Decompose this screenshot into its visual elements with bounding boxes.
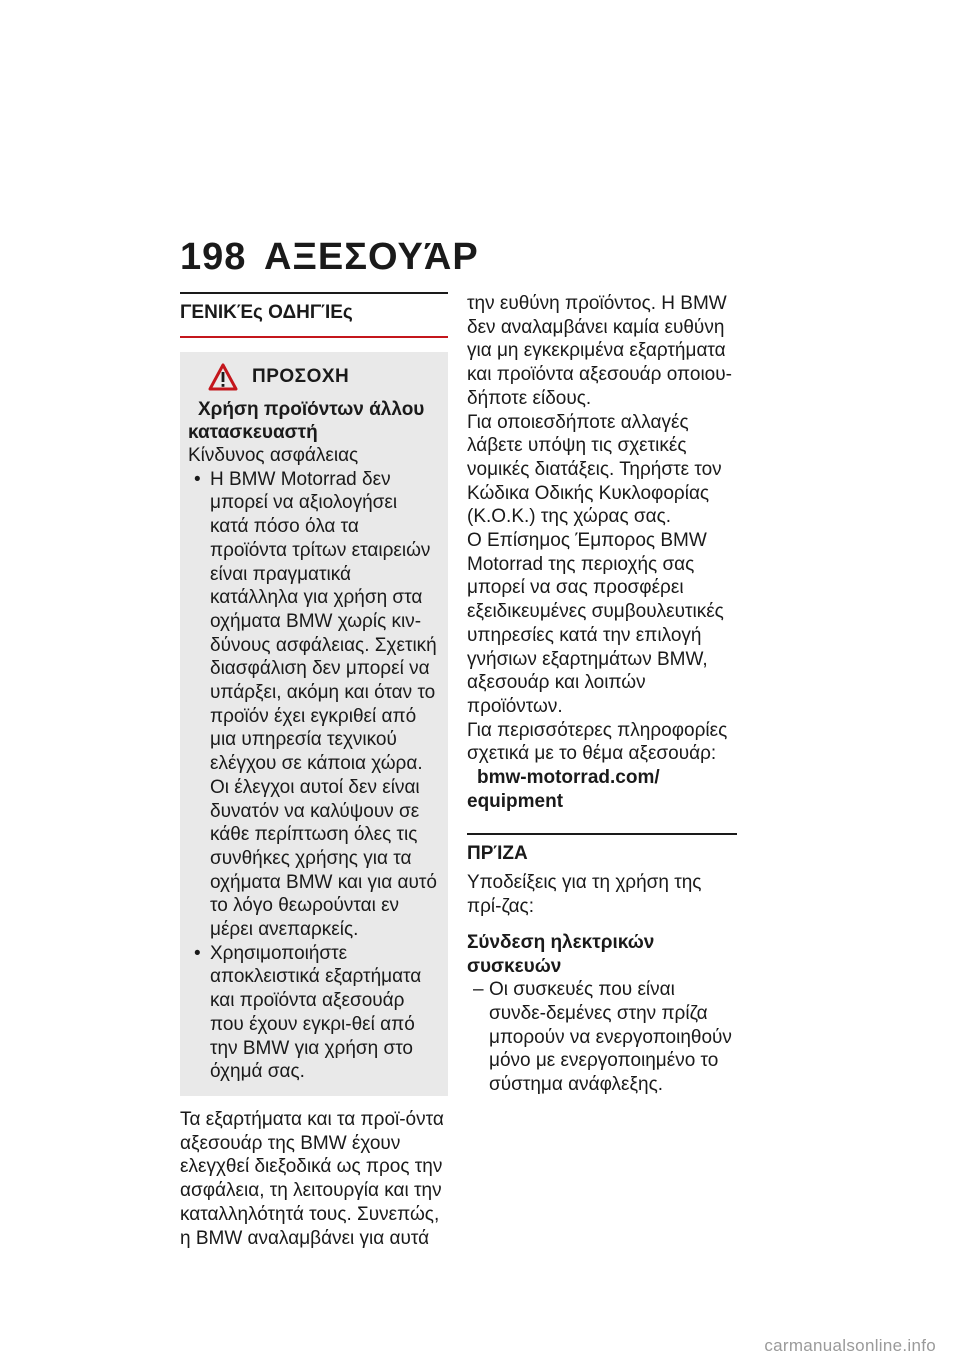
link-line1[interactable]: bmw-motorrad.com/ xyxy=(477,767,660,789)
paragraph-dealer: Ο Επίσημος Έμπορος BMW Motorrad της περιοχής σας μπορεί να σας προσφέρει εξειδικευμένες συμβουλευτικές υπηρεσίες κατά την επιλογή γνήσιων εξαρτημάτων BMW, αξεσουάρ και λοιπών προϊόντων. xyxy=(467,530,724,717)
warning-bullets xyxy=(188,468,440,1084)
section-title-socket: ΠΡΊΖΑ xyxy=(467,843,528,865)
paragraph-liability: την ευθύνη προϊόντος. Η BMW δεν αναλαμβάνει καμία ευθύνη για μη εγκεκριμένα εξαρτήματα και προϊόντα αξεσουάρ οποιου-δήποτε είδους. xyxy=(467,293,732,409)
page-number: 198 xyxy=(180,236,247,278)
bullet-marker: • xyxy=(194,942,201,964)
left-column xyxy=(180,292,448,1250)
watermark: carmanualsonline.info xyxy=(764,1336,936,1355)
list-item xyxy=(188,468,440,942)
dash-marker: – xyxy=(473,979,484,1001)
subheading-line1: Σύνδεση ηλεκτρικών xyxy=(467,931,655,953)
bullet-text: Χρησιμοποιήστε αποκλειστικά εξαρτήματα και προϊόντα αξεσουάρ που έχουν εγκρι-θεί από την BMW για χρήση στο όχημά σας. xyxy=(210,942,422,1083)
right-column xyxy=(467,292,737,1097)
warning-subtitle xyxy=(188,398,440,444)
page-header xyxy=(180,236,479,279)
warning-rule xyxy=(180,336,448,338)
socket-intro: Υποδείξεις για τη χρήση της πρί-ζας: xyxy=(467,872,702,918)
hazard-text: Κίνδυνος ασφάλειας xyxy=(188,445,359,466)
accessories-link[interactable] xyxy=(467,766,737,813)
subheading-line2: συσκευών xyxy=(467,955,562,977)
warning-triangle-icon xyxy=(208,363,238,391)
link-line2[interactable]: equipment xyxy=(467,790,564,812)
warning-title: ΠΡΟΣΟΧΗ xyxy=(252,366,350,387)
warning-subtitle-line1: Χρήση προϊόντων άλλου xyxy=(198,399,425,420)
dash-text: Οι συσκευές που είναι συνδε-δεμένες στην πρίζα μπορούν να ενεργοποιηθούν μόνο με ενεργοποιημένο το σύστημα ανάφλεξης. xyxy=(489,979,732,1096)
body-paragraph: Τα εξαρτήματα και τα προϊ-όντα αξεσουάρ της BMW έχουν ελεγχθεί διεξοδικά ως προς την ασφάλεια, τη λειτουργία και την καταλληλότητά τους. Συνεπώς, η BMW αναλαμβάνει για αυτά xyxy=(180,1108,444,1249)
list-item xyxy=(467,978,737,1097)
bullet-marker: • xyxy=(194,468,201,490)
chapter-title: ΑΞΕΣΟΥΆΡ xyxy=(264,236,479,278)
section-rule xyxy=(180,292,448,294)
warning-box xyxy=(180,352,448,1096)
paragraph-more-info: Για περισσότερες πληροφορίες σχετικά με το θέμα αξεσουάρ: xyxy=(467,719,728,765)
socket-list xyxy=(467,978,737,1097)
bullet-text: Η BMW Motorrad δεν μπορεί να αξιολογήσει κατά πόσο όλα τα προϊόντα τρίτων εταιρειών είναι πραγματικά κατάλληλα για χρήση στα οχήματα BMW χωρίς κιν-δύνους ασφάλειας. Σχετική διασφάλιση δεν μπορεί να υπάρξει, ακόμη και όταν το προϊόν έχει εγκριθεί από μια υπηρεσία τεχνικού ελέγχου σε κάποια χώρα. Οι έλεγχοι αυτοί δεν είναι δυνατόν να καλύψουν σε κάθε περίπτωση όλες τις συνθήκες χρήσης για τα οχήματα BMW και για αυτό το λόγο θεωρούνται εν μέρει ανεπαρκείς. xyxy=(210,468,437,941)
subheading-connect-devices xyxy=(467,931,737,978)
warning-subtitle-line2: κατασκευαστή xyxy=(188,422,318,443)
warning-header xyxy=(188,360,440,394)
section-rule xyxy=(467,833,737,835)
paragraph-legal: Για οποιεσδήποτε αλλαγές λάβετε υπόψη τις σχετικές νομικές διατάξεις. Τηρήστε τον Κώδικα Οδικής Κυκλοφορίας (Κ.Ο.Κ.) της χώρας σας. xyxy=(467,411,722,528)
section-title-general: ΓΕΝΙΚΈς ΟΔΗΓΊΕς xyxy=(180,302,353,323)
list-item xyxy=(188,942,440,1084)
